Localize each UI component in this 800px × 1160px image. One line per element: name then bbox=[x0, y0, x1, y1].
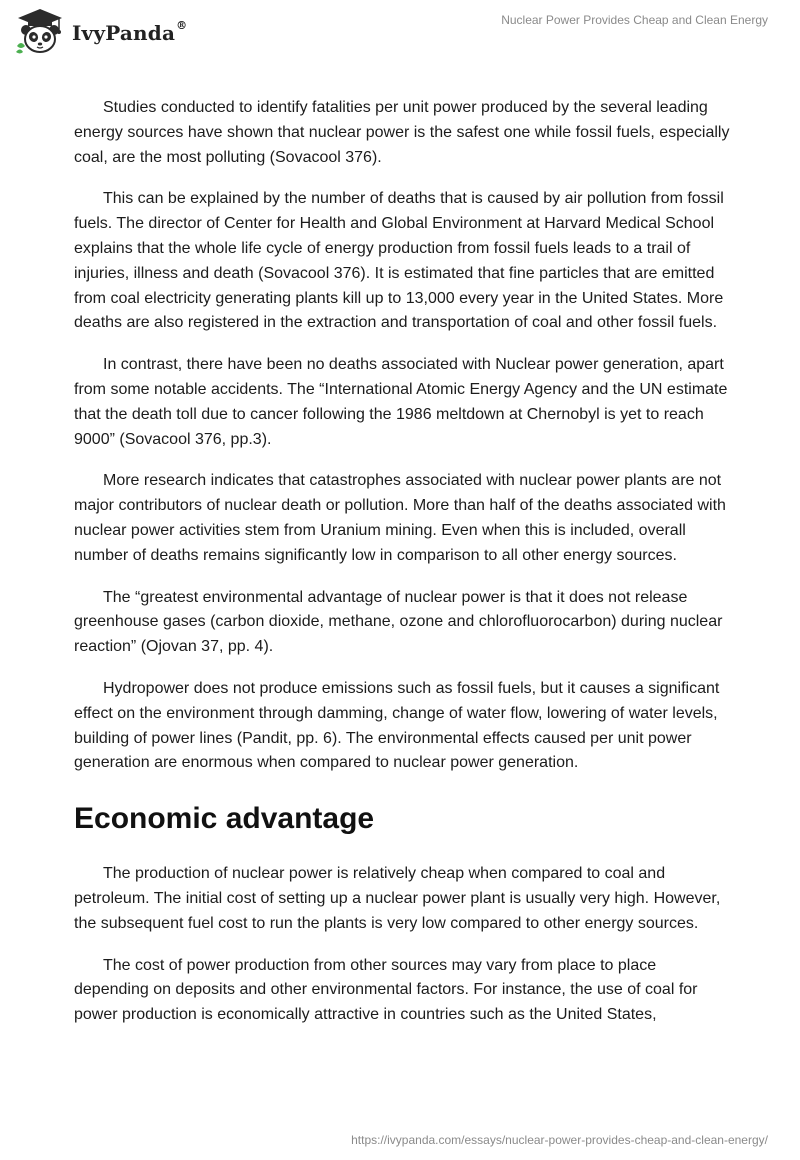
paragraph: More research indicates that catastrophes associated with nuclear power plants are not major contributors of nuclear death or pollution. More than half of the deaths associated with nuclear power activities stem from Uranium mining. Even when this is included, overall number of deaths remains significantly low in comparison to all other energy sources. bbox=[74, 472, 726, 564]
registered-mark: ® bbox=[176, 19, 188, 32]
brand-logo[interactable] bbox=[14, 6, 187, 56]
panda-graduate-icon bbox=[14, 6, 66, 56]
essay-body bbox=[74, 96, 734, 1045]
page-header bbox=[0, 0, 800, 64]
paragraph: Studies conducted to identify fatalities per unit power produced by the several leading energy sources have shown that nuclear power is the safest one while fossil fuels, especially coal, are the most polluting (Sovacool 376). bbox=[74, 99, 730, 166]
section-heading: Economic advantage bbox=[74, 802, 375, 836]
source-url[interactable]: https://ivypanda.com/essays/nuclear-power-provides-cheap-and-clean-energy/ bbox=[351, 1133, 768, 1147]
brand-name bbox=[72, 21, 187, 45]
paragraph: The production of nuclear power is relatively cheap when compared to coal and petroleum. The initial cost of setting up a nuclear power plant is usually very high. However, the subsequent fuel cost to run the plants is very low compared to other energy sources. bbox=[74, 865, 721, 932]
paragraph: The “greatest environmental advantage of nuclear power is that it does not release greenhouse gases (carbon dioxide, methane, ozone and chlorofluorocarbon) during nuclear reaction” (Ojovan 37, pp. 4). bbox=[74, 588, 723, 656]
paragraph: Hydropower does not produce emissions such as fossil fuels, but it causes a significant effect on the environment through damming, change of water flow, lowering of water levels, building of power lines (Pandit, pp. 6). The environmental effects caused per unit power generation are enormous when compared to nuclear power generation. bbox=[74, 679, 720, 772]
document-title: Nuclear Power Provides Cheap and Clean Energy bbox=[501, 13, 768, 27]
paragraph: The cost of power production from other sources may vary from place to place depending on deposits and other environmental factors. For instance, the use of coal for power production is economically attractive in countries such as the United States, bbox=[74, 956, 698, 1024]
paragraph: This can be explained by the number of deaths that is caused by air pollution from fossil fuels. The director of Center for Health and Global Environment at Harvard Medical School explains that the whole life cycle of energy production from fossil fuels leads to a trail of injuries, illness and death (Sovacool 376). It is estimated that fine particles that are emitted from coal electricity generating plants kill up to 13,000 every year in the United States. More deaths are also registered in the extraction and transportation of coal and other fossil fuels. bbox=[74, 190, 724, 332]
brand-name-text: IvyPanda bbox=[72, 21, 176, 45]
paragraph: In contrast, there have been no deaths associated with Nuclear power generation, apart from some notable accidents. The “International Atomic Energy Agency and the UN estimate that the death toll due to cancer following the 1986 meltdown at Chernobyl is yet to reach 9000” (Sovacool 376, pp.3). bbox=[74, 356, 728, 448]
